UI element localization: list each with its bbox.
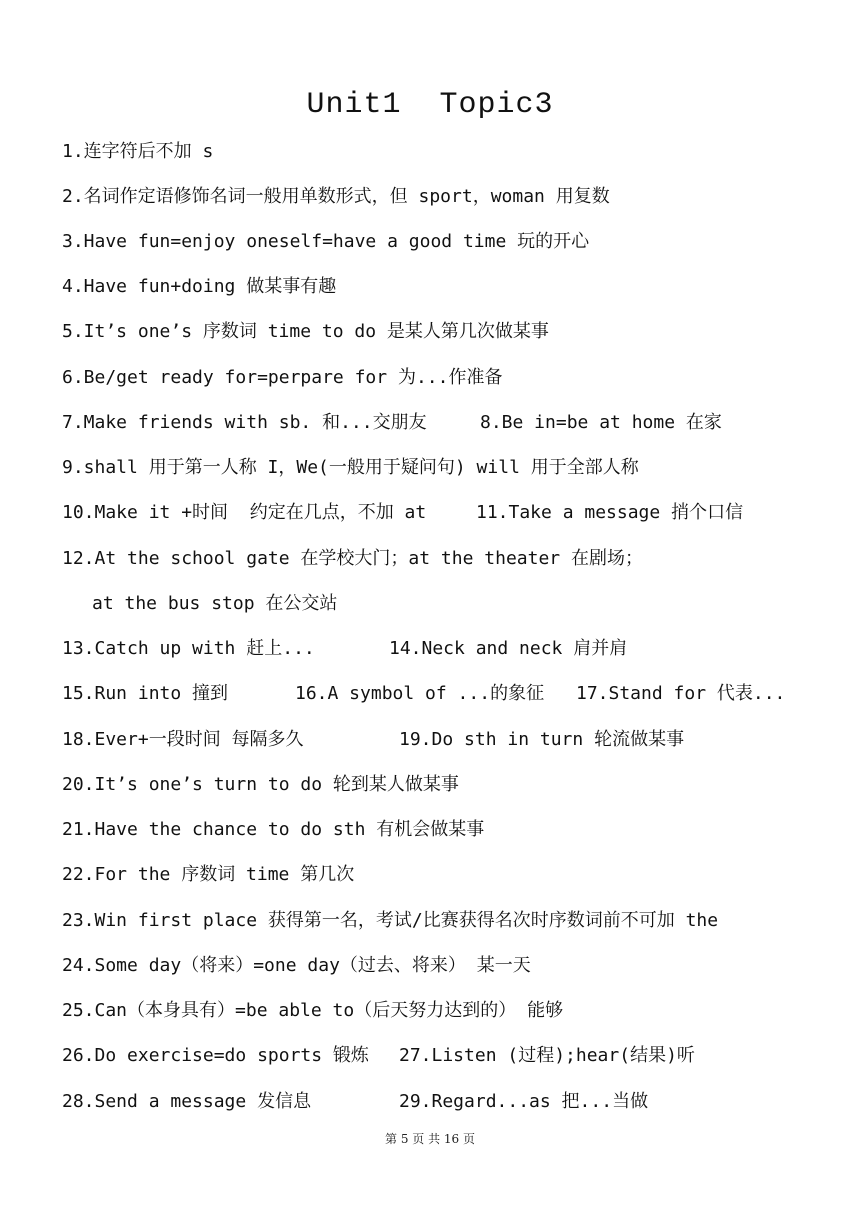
list-item: 8.Be in=be at home 在家 [480,412,722,433]
list-item: 6.Be/get ready for=perpare for 为...作准备 [62,367,503,388]
list-item: 2.名词作定语修饰名词一般用单数形式，但 sport，woman 用复数 [62,186,610,207]
list-item: 21.Have the chance to do sth 有机会做某事 [62,819,485,840]
list-item: 16.A symbol of ...的象征 [295,683,545,704]
list-item: 15.Run into 撞到 [62,683,229,704]
list-item: 19.Do sth in turn 轮流做某事 [399,729,685,750]
list-item: 13.Catch up with 赶上... [62,638,315,659]
list-item: 29.Regard...as 把...当做 [399,1091,649,1112]
list-item: 3.Have fun=enjoy oneself=have a good time 玩的开心 [62,231,590,252]
list-item: 27.Listen (过程);hear(结果)听 [399,1045,695,1066]
list-item: 23.Win first place 获得第一名，考试/比赛获得名次时序数词前不可加 the [62,910,719,931]
list-item: 5.It’s one’s 序数词 time to do 是某人第几次做某事 [62,321,549,342]
list-item: 26.Do exercise=do sports 锻炼 [62,1045,369,1066]
list-item: 12.At the school gate 在学校大门；at the theater 在剧场； [62,548,643,569]
list-item: 10.Make it +时间 约定在几点，不加 at [62,502,427,523]
list-item: 18.Ever+一段时间 每隔多久 [62,729,304,750]
list-item: 11.Take a message 捎个口信 [476,502,744,523]
list-item: 9.shall 用于第一人称 I，We(一般用于疑问句) will 用于全部人称 [62,457,639,478]
list-item: at the bus stop 在公交站 [92,593,338,614]
list-item: 22.For the 序数词 time 第几次 [62,864,355,885]
list-item: 17.Stand for 代表... [576,683,786,704]
list-item: 7.Make friends with sb. 和...交朋友 [62,412,427,433]
page-footer: 第 5 页 共 16 页 [385,1132,475,1146]
list-item: 25.Can（本身具有）=be able to（后天努力达到的） 能够 [62,1000,564,1021]
list-item: 24.Some day（将来）=one day（过去、将来） 某一天 [62,955,531,976]
list-item: 14.Neck and neck 肩并肩 [389,638,628,659]
list-item: 28.Send a message 发信息 [62,1091,312,1112]
list-item: 1.连字符后不加 s [62,141,214,162]
list-item: 20.It’s one’s turn to do 轮到某人做某事 [62,774,459,795]
page-title: Unit1 Topic3 [306,88,554,122]
list-item: 4.Have fun+doing 做某事有趣 [62,276,337,297]
